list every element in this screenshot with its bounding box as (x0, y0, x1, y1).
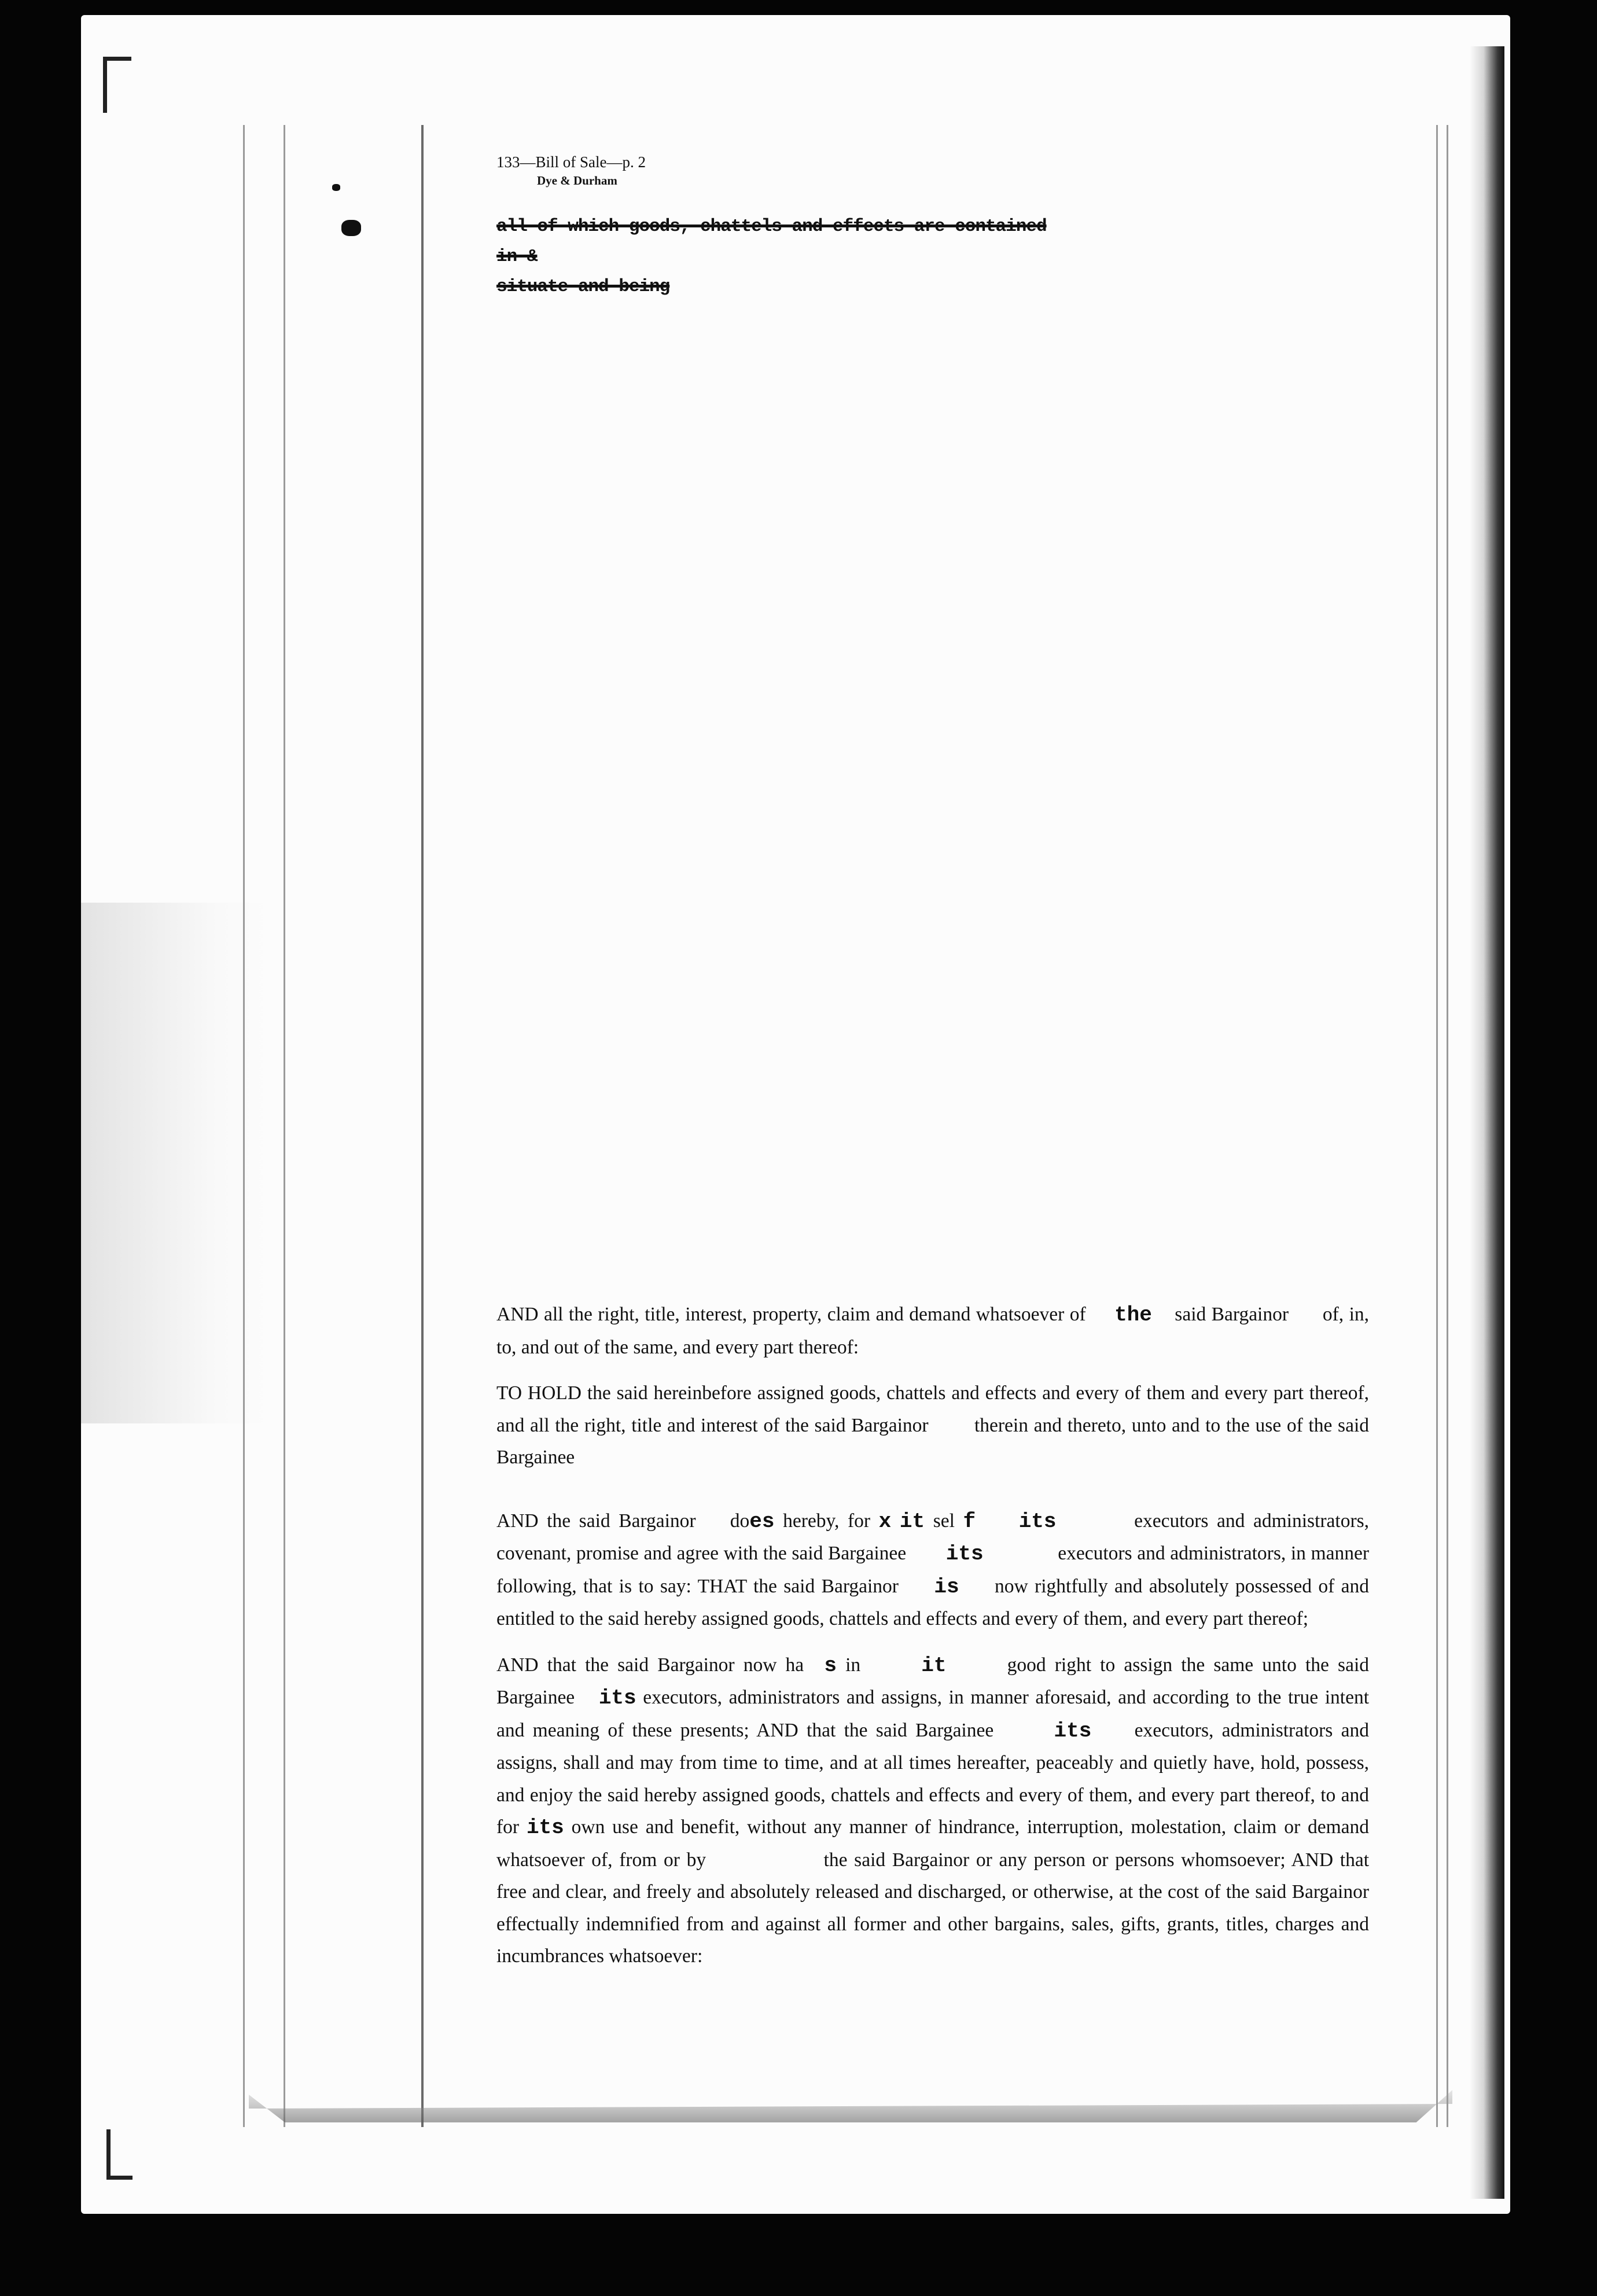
typed-its-5: its (526, 1816, 564, 1839)
paragraph3-text-d: sel (933, 1510, 955, 1532)
page-right-edge (1470, 46, 1504, 2199)
paragraph4-text-h: or any person or persons whomsoever; AND that free and clear, and freely and absolutely released and discharged, or otherwise, at the cost of the said Bargainor (496, 1849, 1370, 1903)
struck-out-clause (496, 212, 1075, 302)
text-margin-rule (421, 125, 424, 2127)
typed-its-4: its (1054, 1719, 1092, 1743)
struck-line-2: situate and being (496, 277, 670, 297)
form-number: 133—Bill of Sale—p. 2 (496, 153, 646, 171)
paragraph-to-hold (496, 1377, 1369, 1474)
paragraph4-text-d: executors, administrators and assigns, in manner aforesaid, and according to the true intent and meaning of these presents; AND that the said Bargainee (496, 1687, 1370, 1741)
left-margin-rule-inner (284, 125, 285, 2127)
ink-blot (341, 220, 361, 236)
bill-of-sale-body (496, 1298, 1369, 1986)
paragraph-good-right (496, 1649, 1369, 1973)
typed-s: s (824, 1653, 837, 1677)
paragraph4-text-g: the said Bargainor (823, 1849, 970, 1871)
right-margin-rule-outer (1447, 125, 1448, 2127)
ink-speck (332, 184, 340, 191)
typed-es: es (749, 1509, 775, 1533)
typed-f: f (963, 1509, 976, 1533)
typed-its-3: its (598, 1686, 636, 1710)
typed-x: x (878, 1509, 892, 1533)
typed-is: is (934, 1574, 959, 1599)
paragraph1-text-c: of, in, to, and out of the same, and every part thereof: (496, 1304, 1370, 1358)
typed-its-2: its (945, 1542, 984, 1566)
publisher-name: Dye & Durham (537, 174, 617, 187)
paragraph1-text-a: AND all the right, title, interest, property, claim and demand whatsoever of (496, 1304, 1086, 1325)
paragraph2-text-a: TO HOLD the said hereinbefore assigned goods, chattels and effects and every of them and every part thereof, and all the right, title and interest of the said Bargainor (496, 1382, 1369, 1436)
typed-it: it (899, 1509, 925, 1533)
left-margin-rule-outer (243, 125, 245, 2127)
paragraph3-text-c: hereby, for (783, 1510, 871, 1532)
paragraph-right-title (496, 1298, 1369, 1363)
paragraph3-text-b: do (730, 1510, 750, 1532)
paragraph4-text-a: AND that the said Bargainor now ha (496, 1654, 804, 1676)
typed-the: the (1114, 1303, 1152, 1327)
paragraph4-text-b: in (845, 1654, 861, 1676)
paragraph3-text-f: executors and administrators, in manner following, that is to say: THAT the said Bargainor (496, 1543, 1370, 1597)
struck-line-1: all of which goods, chattels and effects are contained in & (496, 216, 1047, 267)
right-margin-rule-inner (1436, 125, 1438, 2127)
paragraph3-text-e: executors and administrators, covenant, promise and agree with the said Bargainee (496, 1510, 1370, 1564)
paragraph3-text-a: AND the said Bargainor (496, 1510, 696, 1532)
form-header (496, 153, 646, 190)
crop-mark-top-left (103, 57, 131, 113)
paragraph2-text-b: therein and thereto, unto and to the use of the said Bargainee (496, 1414, 1370, 1468)
paragraph4-text-i: effectually indemnified from and against all former and other bargains, sales, gifts, grants, titles, charges and incumbrances whatsoever: (496, 1913, 1369, 1967)
paragraph-covenant (496, 1505, 1369, 1635)
paragraph3-text-g: now rightfully and absolutely possessed of and entitled to the said hereby assigned goods, chattels and effects and every of them, and every part thereof; (496, 1575, 1369, 1629)
paragraph4-text-c: good right to assign the same unto the said Bargainee (496, 1654, 1370, 1708)
crop-mark-bottom-left (106, 2129, 133, 2180)
paragraph1-text-b: said Bargainor (1175, 1304, 1289, 1325)
typed-it-2: it (921, 1653, 947, 1677)
typed-its-1: its (1018, 1509, 1057, 1533)
paragraph4-text-f: own use and benefit, without any manner of hindrance, interruption, molestation, claim or demand whatsoever of, from or by (496, 1816, 1370, 1871)
paragraph4-text-e: executors, administrators and assigns, shall and may from time to time, and at all times hereafter, peaceably and quietly have, hold, possess, and enjoy the said hereby assigned goods, chattels and effects and every of them, and every part thereof, to and for (496, 1719, 1369, 1838)
